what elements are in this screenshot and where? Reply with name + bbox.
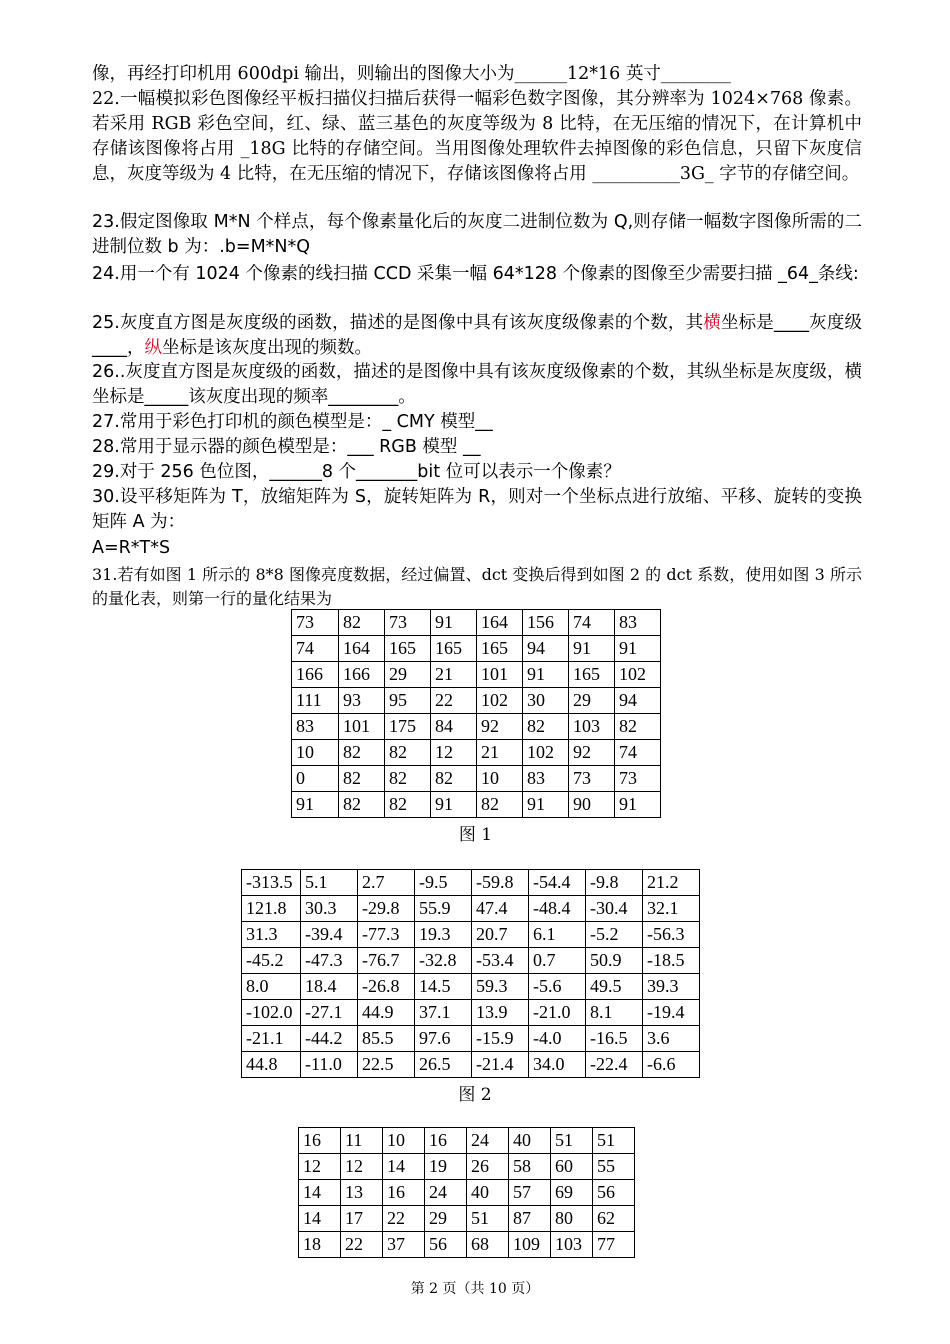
table-cell: 121.8 (242, 896, 301, 922)
table-cell: 29 (569, 688, 615, 714)
table-cell: 58 (509, 1154, 551, 1180)
table-cell: 85.5 (358, 1026, 415, 1052)
table-cell: 91 (292, 792, 339, 818)
table-row (292, 610, 661, 636)
table-cell: 156 (523, 610, 569, 636)
table-cell: 18.4 (301, 974, 358, 1000)
table-cell: 19.3 (415, 922, 472, 948)
table-cell: 101 (339, 714, 385, 740)
table-cell: 83 (292, 714, 339, 740)
table-cell: 97.6 (415, 1026, 472, 1052)
table-cell: 8.0 (242, 974, 301, 1000)
table-cell: 24 (425, 1180, 467, 1206)
figure-1-table (291, 609, 661, 818)
table-cell: 103 (551, 1232, 593, 1258)
table-cell: 34.0 (529, 1052, 586, 1078)
table-row (242, 896, 700, 922)
table-cell: -9.5 (415, 870, 472, 896)
table-cell: 37.1 (415, 1000, 472, 1026)
table-cell: -9.8 (586, 870, 643, 896)
table-cell: 102 (615, 662, 661, 688)
table-cell: 14.5 (415, 974, 472, 1000)
table-cell: -313.5 (242, 870, 301, 896)
table-cell: -27.1 (301, 1000, 358, 1026)
table-cell: -5.6 (529, 974, 586, 1000)
table-cell: 24 (467, 1128, 509, 1154)
question-24: 24.用一个有 1024 个像素的线扫描 CCD 采集一幅 64*128 个像素的图像至少需要扫描 _64_条线: (92, 264, 859, 284)
table-cell: 94 (523, 636, 569, 662)
table-cell: 82 (339, 766, 385, 792)
table-cell: -11.0 (301, 1052, 358, 1078)
table-cell: 82 (477, 792, 523, 818)
table-cell: -22.4 (586, 1052, 643, 1078)
table-cell: 16 (383, 1180, 425, 1206)
table-cell: -5.2 (586, 922, 643, 948)
table-cell: 56 (593, 1180, 635, 1206)
table-cell: 102 (477, 688, 523, 714)
table-cell: -56.3 (643, 922, 700, 948)
table-cell: -4.0 (529, 1026, 586, 1052)
table-row (292, 636, 661, 662)
table-cell: 40 (467, 1180, 509, 1206)
table-cell: 164 (339, 636, 385, 662)
table-cell: 91 (523, 792, 569, 818)
table-cell: 166 (292, 662, 339, 688)
question-30: 30.设平移矩阵为 T，放缩矩阵为 S，旋转矩阵为 R，则对一个坐标点进行放缩、平移、旋转的变换矩阵 A 为： (92, 487, 862, 532)
q25-highlight-vertical: 纵 (144, 338, 162, 358)
table-cell: 22 (341, 1232, 383, 1258)
table-cell: 111 (292, 688, 339, 714)
table-cell: 102 (523, 740, 569, 766)
page-footer: 第 2 页（共 10 页） (410, 1281, 540, 1297)
table-cell: 26.5 (415, 1052, 472, 1078)
figure-2-caption: 图 2 (458, 1085, 492, 1105)
table-cell: 13.9 (472, 1000, 529, 1026)
table-cell: 82 (523, 714, 569, 740)
table-row (242, 948, 700, 974)
table-cell: -48.4 (529, 896, 586, 922)
table-cell: -76.7 (358, 948, 415, 974)
table-cell: 55 (593, 1154, 635, 1180)
table-cell: 175 (385, 714, 431, 740)
table-cell: 60 (551, 1154, 593, 1180)
table-cell: 68 (467, 1232, 509, 1258)
table-cell: 29 (425, 1206, 467, 1232)
table-cell: 82 (385, 766, 431, 792)
table-cell: 91 (523, 662, 569, 688)
question-26: 26..灰度直方图是灰度级的函数，描述的是图像中具有该灰度级像素的个数，其纵坐标是灰度级，横坐标是_____该灰度出现的频率________。 (92, 362, 862, 407)
table-cell: 73 (615, 766, 661, 792)
table-cell: 92 (569, 740, 615, 766)
table-cell: -21.1 (242, 1026, 301, 1052)
table-cell: 51 (551, 1128, 593, 1154)
table-cell: 30 (523, 688, 569, 714)
table-cell: 109 (509, 1232, 551, 1258)
table-cell: 51 (593, 1128, 635, 1154)
question-22: 22.一幅模拟彩色图像经平板扫描仪扫描后获得一幅彩色数字图像，其分辨率为 1024×768 像素。若采用 RGB 彩色空间，红、绿、蓝三基色的灰度等级为 8 比特，在无压缩的情况下，在计算机中存储该图像将占用 _18G 比特的存储空间。当用图像处理软件去掉图像的彩色信息，只留下灰度信息，灰度等级为 4 比特，在无压缩的情况下，存储该图像将占用 __________3G_ 字节的存储空间。 (92, 89, 862, 184)
table-cell: 82 (339, 740, 385, 766)
table-row (292, 662, 661, 688)
table-cell: 91 (569, 636, 615, 662)
table-cell: -32.8 (415, 948, 472, 974)
table-cell: 26 (467, 1154, 509, 1180)
q25-text-a: 25.灰度直方图是灰度级的函数，描述的是图像中具有该灰度级像素的个数，其 (92, 313, 704, 333)
table-cell: 21.2 (643, 870, 700, 896)
table-row (299, 1128, 635, 1154)
table-cell: 5.1 (301, 870, 358, 896)
table-cell: 12 (341, 1154, 383, 1180)
table-row (242, 870, 700, 896)
table-cell: 57 (509, 1180, 551, 1206)
table-row (292, 740, 661, 766)
table-cell: 74 (292, 636, 339, 662)
table-cell: 30.3 (301, 896, 358, 922)
table-cell: -53.4 (472, 948, 529, 974)
table-cell: 165 (477, 636, 523, 662)
table-row (299, 1180, 635, 1206)
table-cell: 32.1 (643, 896, 700, 922)
question-25 (92, 311, 862, 361)
table-row (292, 688, 661, 714)
table-cell: 95 (385, 688, 431, 714)
figure-2-table (241, 869, 700, 1078)
question-28: 28.常用于显示器的颜色模型是：___ RGB 模型 __ (92, 437, 481, 457)
table-cell: 91 (615, 636, 661, 662)
table-cell: 82 (431, 766, 477, 792)
table-cell: 166 (339, 662, 385, 688)
table-cell: 21 (477, 740, 523, 766)
table-cell: 22 (431, 688, 477, 714)
table-cell: 92 (477, 714, 523, 740)
table-cell: -21.0 (529, 1000, 586, 1026)
table-cell: 82 (339, 610, 385, 636)
table-cell: 101 (477, 662, 523, 688)
question-29: 29.对于 256 色位图，______8 个_______bit 位可以表示一个像素？ (92, 462, 621, 482)
table-cell: 16 (299, 1128, 341, 1154)
table-cell: 21 (431, 662, 477, 688)
table-row (292, 792, 661, 818)
table-cell: 47.4 (472, 896, 529, 922)
table-cell: 10 (292, 740, 339, 766)
table-cell: 0 (292, 766, 339, 792)
table-cell: 55.9 (415, 896, 472, 922)
table-cell: 12 (299, 1154, 341, 1180)
table-cell: 18 (299, 1232, 341, 1258)
table-cell: 94 (615, 688, 661, 714)
table-cell: 39.3 (643, 974, 700, 1000)
figure-1-caption: 图 1 (458, 825, 493, 845)
table-cell: -102.0 (242, 1000, 301, 1026)
table-row (292, 766, 661, 792)
question-31: 31.若有如图 1 所示的 8*8 图像亮度数据，经过偏置、dct 变换后得到如图 2 的 dct 系数，使用如图 3 所示的量化表，则第一行的量化结果为 (92, 565, 862, 608)
table-cell: 8.1 (586, 1000, 643, 1026)
table-cell: -77.3 (358, 922, 415, 948)
figure-3-table (298, 1127, 635, 1258)
table-cell: 82 (615, 714, 661, 740)
table-cell: 29 (385, 662, 431, 688)
table-cell: -54.4 (529, 870, 586, 896)
table-cell: -30.4 (586, 896, 643, 922)
table-row (299, 1232, 635, 1258)
table-cell: 80 (551, 1206, 593, 1232)
table-row (299, 1206, 635, 1232)
table-cell: 73 (569, 766, 615, 792)
table-cell: 87 (509, 1206, 551, 1232)
table-cell: 11 (341, 1128, 383, 1154)
table-cell: -21.4 (472, 1052, 529, 1078)
table-cell: 91 (615, 792, 661, 818)
table-cell: 82 (339, 792, 385, 818)
table-cell: -44.2 (301, 1026, 358, 1052)
table-cell: 74 (615, 740, 661, 766)
table-cell: 91 (431, 792, 477, 818)
table-cell: -39.4 (301, 922, 358, 948)
q25-text-b: 坐标是____灰度级____， (92, 313, 863, 358)
table-cell: 73 (292, 610, 339, 636)
table-cell: 82 (385, 740, 431, 766)
table-cell: 59.3 (472, 974, 529, 1000)
table-cell: 164 (477, 610, 523, 636)
table-cell: -26.8 (358, 974, 415, 1000)
table-cell: 14 (299, 1206, 341, 1232)
table-row (242, 1052, 700, 1078)
table-row (242, 974, 700, 1000)
table-cell: 37 (383, 1232, 425, 1258)
table-cell: 0.7 (529, 948, 586, 974)
table-cell: -29.8 (358, 896, 415, 922)
table-cell: 10 (383, 1128, 425, 1154)
table-cell: 165 (431, 636, 477, 662)
table-cell: -19.4 (643, 1000, 700, 1026)
table-cell: -47.3 (301, 948, 358, 974)
table-cell: 90 (569, 792, 615, 818)
table-cell: 2.7 (358, 870, 415, 896)
table-cell: 17 (341, 1206, 383, 1232)
table-cell: -16.5 (586, 1026, 643, 1052)
q25-highlight-horizontal: 横 (703, 313, 721, 333)
table-cell: -6.6 (643, 1052, 700, 1078)
table-cell: 83 (523, 766, 569, 792)
table-cell: 22 (383, 1206, 425, 1232)
table-cell: -59.8 (472, 870, 529, 896)
table-cell: 40 (509, 1128, 551, 1154)
table-cell: 62 (593, 1206, 635, 1232)
table-cell: 91 (431, 610, 477, 636)
table-cell: 16 (425, 1128, 467, 1154)
table-cell: 165 (385, 636, 431, 662)
table-cell: -45.2 (242, 948, 301, 974)
table-row (292, 714, 661, 740)
table-cell: 31.3 (242, 922, 301, 948)
table-cell: 82 (385, 792, 431, 818)
table-row (242, 922, 700, 948)
table-cell: 51 (467, 1206, 509, 1232)
table-cell: 6.1 (529, 922, 586, 948)
table-cell: -15.9 (472, 1026, 529, 1052)
table-cell: 103 (569, 714, 615, 740)
table-row (242, 1026, 700, 1052)
table-cell: 20.7 (472, 922, 529, 948)
table-cell: 84 (431, 714, 477, 740)
question-30-answer: A=R*T*S (92, 538, 171, 558)
q25-text-c: 坐标是该灰度出现的频数。 (162, 338, 372, 358)
table-cell: 74 (569, 610, 615, 636)
paragraph-21-tail: 像，再经打印机用 600dpi 输出，则输出的图像大小为______12*16 英寸________ (92, 64, 731, 84)
table-cell: 44.8 (242, 1052, 301, 1078)
table-cell: 56 (425, 1232, 467, 1258)
table-cell: 93 (339, 688, 385, 714)
table-cell: 14 (299, 1180, 341, 1206)
table-cell: 49.5 (586, 974, 643, 1000)
table-row (299, 1154, 635, 1180)
table-cell: 44.9 (358, 1000, 415, 1026)
table-cell: 77 (593, 1232, 635, 1258)
table-cell: 165 (569, 662, 615, 688)
table-cell: 13 (341, 1180, 383, 1206)
table-cell: 73 (385, 610, 431, 636)
table-cell: 22.5 (358, 1052, 415, 1078)
question-27: 27.常用于彩色打印机的颜色模型是：_ CMY 模型__ (92, 412, 493, 432)
table-row (242, 1000, 700, 1026)
table-cell: 10 (477, 766, 523, 792)
table-cell: -18.5 (643, 948, 700, 974)
table-cell: 3.6 (643, 1026, 700, 1052)
table-cell: 69 (551, 1180, 593, 1206)
question-23: 23.假定图像取 M*N 个样点，每个像素量化后的灰度二进制位数为 Q,则存储一幅数字图像所需的二进制位数 b 为：.b=M*N*Q (92, 212, 862, 257)
table-cell: 50.9 (586, 948, 643, 974)
table-cell: 19 (425, 1154, 467, 1180)
table-cell: 83 (615, 610, 661, 636)
table-cell: 12 (431, 740, 477, 766)
table-cell: 14 (383, 1154, 425, 1180)
